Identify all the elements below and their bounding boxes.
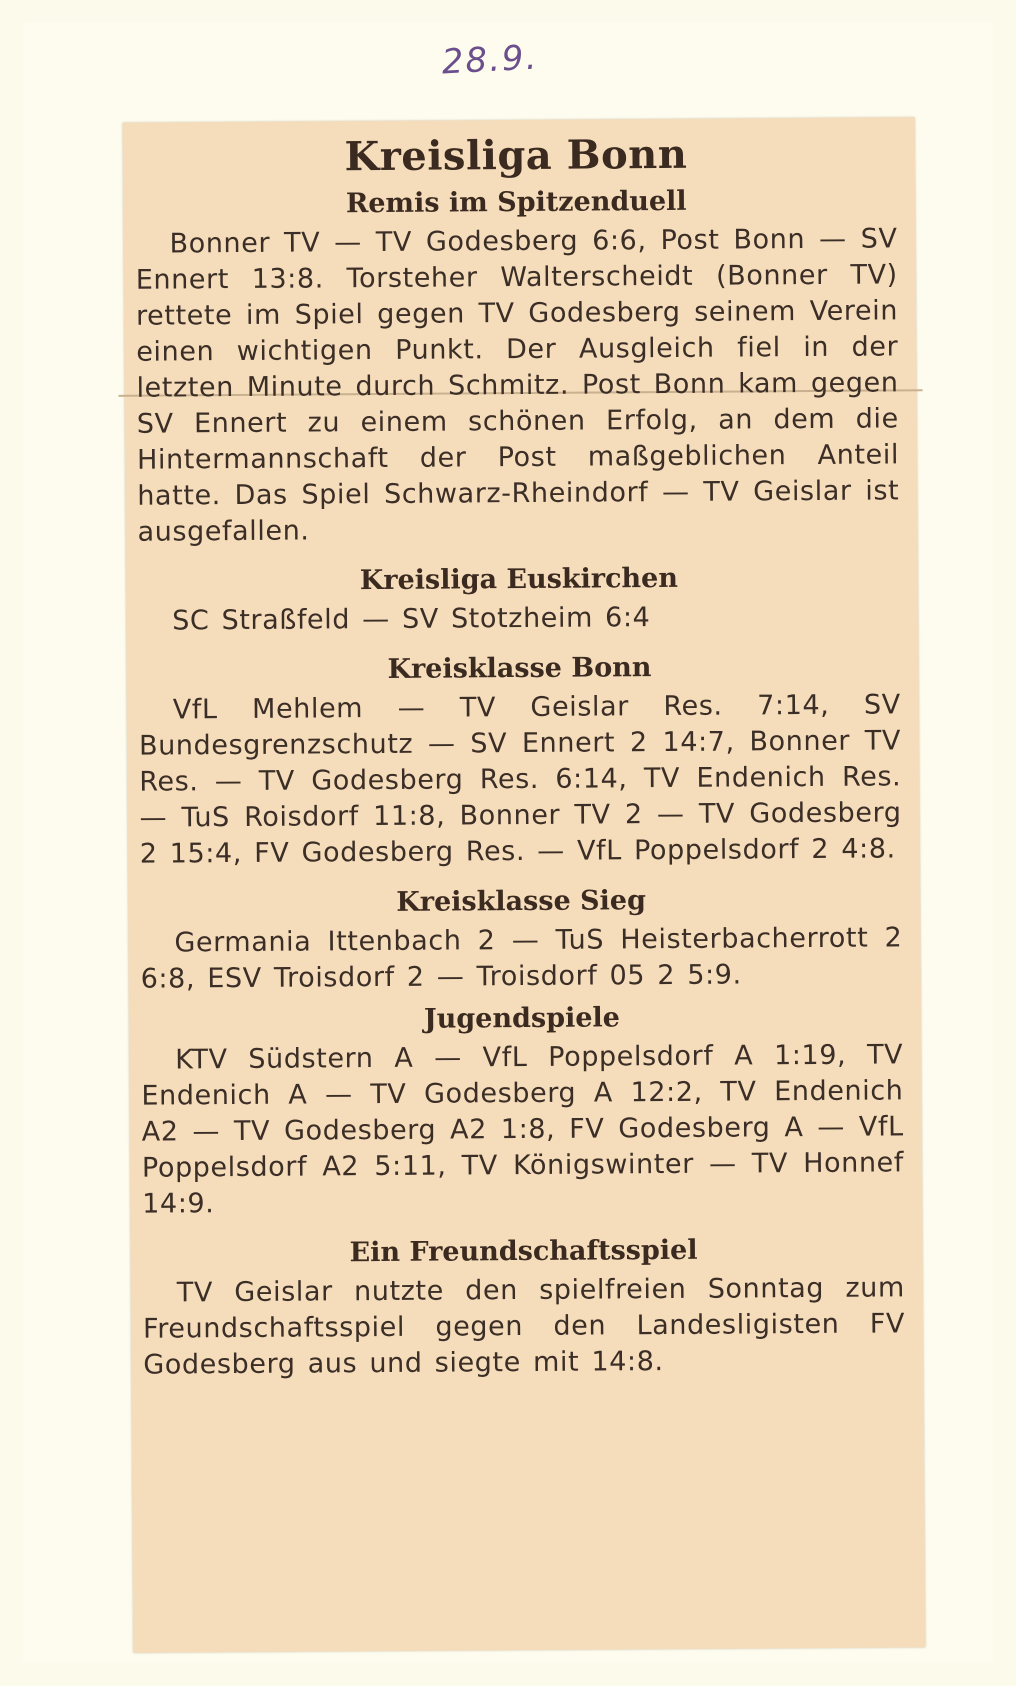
section-text: Germania Ittenbach 2 — TuS Heisterbacherrott 2 6:8, ESV Troisdorf 2 — Troisdorf 05 2 5:9.	[140, 922, 903, 995]
section-heading: Kreisklasse Bonn	[387, 652, 652, 685]
newspaper-clipping	[123, 117, 926, 1652]
section-heading: Ein Freundschaftsspiel	[349, 1234, 698, 1269]
article-body	[131, 117, 910, 1383]
section-heading: Remis im Spitzenduell	[345, 185, 687, 220]
section-text: KTV Südstern A — VfL Poppelsdorf A 1:19, TV Endenich A — TV Godesberg A 12:2, TV Endenich A2 — TV Godesberg A2 1:8, FV Godesberg A — VfL Poppelsdorf A2 5:11, TV Königswinter — TV Honnef 14:9.	[141, 1039, 905, 1220]
section-heading: Kreisliga Euskirchen	[359, 562, 679, 597]
section-text: VfL Mehlem — TV Geislar Res. 7:14, SV Bundesgrenzschutz — SV Ennert 2 14:7, Bonner TV Res. — TV Godesberg Res. 6:14, TV Endenich Res. — TuS Roisdorf 11:8, Bonner TV 2 — TV Godesberg 2 15:4, FV Godesberg Res. — VfL Poppelsdorf 2 4:8.	[138, 689, 902, 870]
section-text: SC Straßfeld — SV Stotzheim 6:4	[172, 602, 651, 637]
article-title: Kreisliga Bonn	[344, 130, 688, 181]
section-text: Bonner TV — TV Godesberg 6:6, Post Bonn — SV Ennert 13:8. Torsteher Walterscheidt (Bonner TV) rettete im Spiel gegen TV Godesberg seinem Verein einen wichtigen Punkt. Der Ausgleich fiel in der letzten Minute durch Schmitz. Post Bonn kam gegen SV Ennert zu einem schönen Erfolg, an dem die Hintermannschaft der Post maßgeblichen Anteil hatte. Das Spiel Schwarz-Rheindorf — TV Geislar ist ausgefallen.	[135, 223, 900, 548]
section-text: TV Geislar nutzte den spielfreien Sonntag zum Freundschaftsspiel gegen den Landesligisten FV Godesberg aus und siegte mit 14:8.	[142, 1272, 906, 1381]
handwritten-date: 28.9.	[440, 37, 540, 83]
section-heading: Jugendspiele	[423, 1002, 620, 1035]
section-heading: Kreisklasse Sieg	[396, 885, 647, 918]
